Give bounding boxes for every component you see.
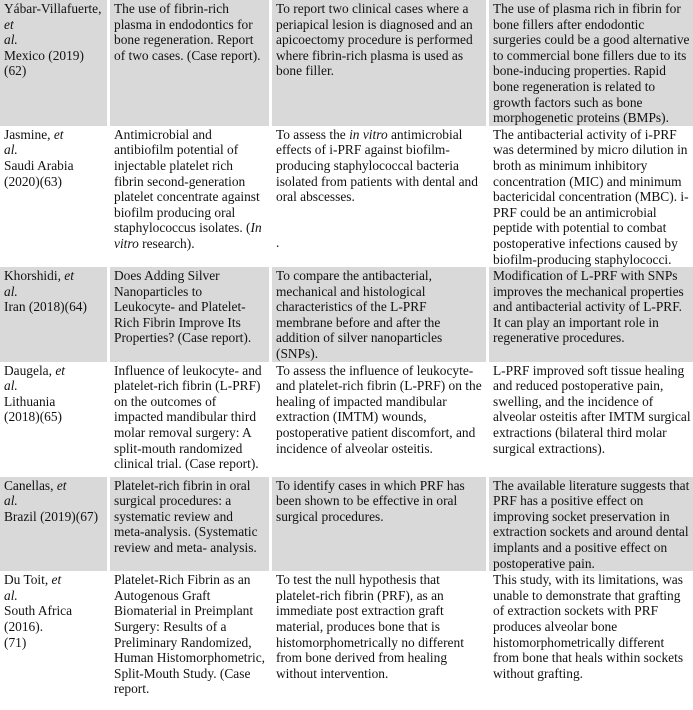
- author-line: [4, 142, 103, 158]
- author-line: [4, 299, 103, 315]
- text-segment: (71): [4, 634, 27, 650]
- author-cell: [0, 0, 107, 126]
- text-segment: Jasmine,: [4, 126, 54, 142]
- text-segment: (2018)(65): [4, 409, 63, 425]
- author-line: [4, 493, 103, 509]
- text-segment: The use of fibrin-rich plasma in endodontics for bone regeneration. Report of two cases. (Case report).: [114, 1, 261, 63]
- author-line: [4, 174, 103, 190]
- text-segment: Brazil (2019)(67): [4, 508, 99, 524]
- title-cell: [110, 571, 269, 710]
- text-segment: Platelet-rich fibrin in oral surgical procedures: a systematic review and meta-analysis. (Systematic review and meta- analysis.: [114, 477, 258, 556]
- italic-text: et: [4, 16, 14, 32]
- italic-text: et: [51, 572, 62, 588]
- conclusion-cell: [489, 477, 693, 572]
- text-segment: The available literature suggests that PRF has a positive effect on improving socket preservation in extraction sockets and around dental implants and a positive effect on postoperative pain.: [493, 477, 690, 571]
- author-line: [4, 158, 103, 174]
- text-segment: The use of plasma rich in fibrin for bone fillers after endodontic surgeries could be a good alternative to commercial bone fillers due to its bone-inducing properties. Rapid bone regeneration is related to growth factors such as bone morphogenetic proteins (BMPs).: [493, 1, 690, 126]
- author-cell: [0, 477, 107, 572]
- text-segment: Daugela,: [4, 362, 56, 378]
- italic-text: al.: [4, 378, 18, 394]
- text-segment: To report two clinical cases where a periapical lesion is diagnosed and an apicoectomy procedure is performed where fibrin-rich plasma is used as bone filler.: [276, 1, 473, 79]
- author-line: [4, 478, 103, 494]
- title-cell: [110, 362, 269, 477]
- author-cell: [0, 267, 107, 362]
- conclusion-cell: [489, 0, 693, 126]
- text-segment: (2016).: [4, 619, 44, 634]
- author-line: [4, 394, 103, 410]
- objective-cell: [272, 362, 486, 477]
- text-segment: L-PRF improved soft tissue healing and reduced postoperative pain, swelling, and the incidence of alveolar osteitis after IMTM surgical extractions (bilateral third molar surgical extractions).: [493, 362, 691, 456]
- italic-text: al.: [4, 283, 18, 299]
- author-line: [4, 603, 103, 619]
- author-line: [4, 17, 103, 33]
- text-segment: antimicrobial effects of i-PRF against biofilm-producing staphylococcal bacteria isolated from patients with dental and oral abscesses.: [276, 126, 478, 205]
- author-line: [4, 1, 103, 17]
- text-segment: (2020)(63): [4, 173, 63, 189]
- trailing-mark: .: [276, 234, 280, 250]
- author-line: [4, 635, 103, 651]
- text-segment: Canellas,: [4, 477, 57, 493]
- italic-text: al.: [4, 493, 18, 509]
- text-segment: Lithuania: [4, 393, 56, 409]
- italic-text: al.: [4, 32, 18, 48]
- text-segment: Antimicrobial and antibiofilm potential of injectable platelet rich fibrin second-generation platelet concentrate against biofilm producing oral staphylococcus isolates. (: [114, 126, 260, 236]
- author-line: [4, 32, 103, 48]
- text-segment: Saudi Arabia: [4, 157, 74, 173]
- italic-text: al.: [4, 142, 18, 158]
- text-segment: Influence of leukocyte- and platelet-rich fibrin (L-PRF) on the outcomes of impacted mandibular third molar removal surgery: A split-mouth randomized clinical trial. (Case report).: [114, 362, 262, 472]
- text-segment: research).: [138, 235, 195, 251]
- objective-cell: [272, 267, 486, 362]
- text-segment: To assess the influence of leukocyte- and platelet-rich fibrin (L-PRF) on the healing of impacted mandibular extraction (IMTM) wounds, postoperative patient discomfort, and incidence of alveolar osteitis.: [276, 362, 482, 456]
- text-segment: Yábar-Villafuerte,: [4, 1, 102, 16]
- table-row: [0, 126, 693, 267]
- table-row: [0, 0, 693, 126]
- text-segment: To test the null hypothesis that platelet-rich fibrin (PRF), as an immediate post extraction graft material, produces bone that is histomorphometrically no different from bone derived from healing without intervention.: [276, 572, 464, 681]
- italic-text: et: [55, 362, 65, 378]
- table-row: [0, 362, 693, 477]
- objective-cell: [272, 0, 486, 126]
- author-line: [4, 509, 103, 525]
- text-segment: To assess the: [276, 126, 350, 142]
- table-row: [0, 571, 693, 710]
- text-segment: The antibacterial activity of i-PRF was determined by micro dilution in broth as minimum inhibitory concentration (MIC) and minimum bactericidal concentration (MBC). i-PRF could be an antimicrobial peptide with potential to combat postoperative infections caused by biofilm-producing staphylococci.: [493, 126, 689, 267]
- author-line: [4, 619, 103, 635]
- author-line: [4, 378, 103, 394]
- author-line: [4, 127, 103, 143]
- author-line: [4, 48, 103, 79]
- italic-text: et: [64, 268, 74, 284]
- author-cell: [0, 362, 107, 477]
- objective-cell: [272, 126, 486, 267]
- text-segment: To compare the antibacterial, mechanical and histological characteristics of the L-PRF membrane before and after the addition of silver nanoparticles (SNPs).: [276, 268, 443, 362]
- author-line: [4, 588, 103, 604]
- text-segment: Iran (2018)(64): [4, 299, 87, 315]
- text-segment: Does Adding Silver Nanoparticles to Leukocyte- and Platelet-Rich Fibrin Improve Its Properties? (Case report).: [114, 268, 252, 346]
- title-cell: [110, 126, 269, 267]
- objective-cell: [272, 571, 486, 710]
- author-line: [4, 363, 103, 379]
- italic-text: et: [53, 126, 64, 142]
- italic-text: al.: [4, 587, 18, 603]
- author-cell: [0, 571, 107, 710]
- text-segment: Modification of L-PRF with SNPs improves the mechanical properties and antibacterial activity of L-PRF. It can play an important role in regenerative procedures.: [493, 268, 684, 346]
- text-segment: Khorshidi,: [4, 268, 65, 284]
- author-line: [4, 572, 103, 588]
- text-segment: Platelet-Rich Fibrin as an Autogenous Graft Biomaterial in Preimplant Surgery: Results of a Preliminary Randomized, Human Histomorphometric, Split-Mouth Study. (Case report.: [114, 572, 265, 697]
- author-line: [4, 409, 103, 425]
- table-row: [0, 267, 693, 362]
- text-segment: To identify cases in which PRF has been shown to be effective in oral surgical procedures.: [276, 477, 465, 524]
- author-line: [4, 284, 103, 300]
- text-segment: Mexico (2019)(62): [4, 47, 84, 79]
- text-segment: South Africa: [4, 603, 73, 619]
- italic-text: in vitro: [349, 126, 388, 142]
- table-row: [0, 477, 693, 572]
- text-segment: This study, with its limitations, was unable to demonstrate that grafting of extraction sockets with PRF produces alveolar bone histomorphometrically different from bone that heals within sockets without grafting.: [493, 572, 684, 681]
- conclusion-cell: [489, 362, 693, 477]
- author-cell: [0, 126, 107, 267]
- conclusion-cell: [489, 571, 693, 710]
- text-segment: Du Toit,: [4, 572, 52, 588]
- italic-text: In vitro: [114, 220, 262, 251]
- author-line: [4, 268, 103, 284]
- title-cell: [110, 267, 269, 362]
- title-cell: [110, 0, 269, 126]
- conclusion-cell: [489, 126, 693, 267]
- conclusion-cell: [489, 267, 693, 362]
- italic-text: et: [56, 477, 67, 493]
- title-cell: [110, 477, 269, 572]
- objective-cell: [272, 477, 486, 572]
